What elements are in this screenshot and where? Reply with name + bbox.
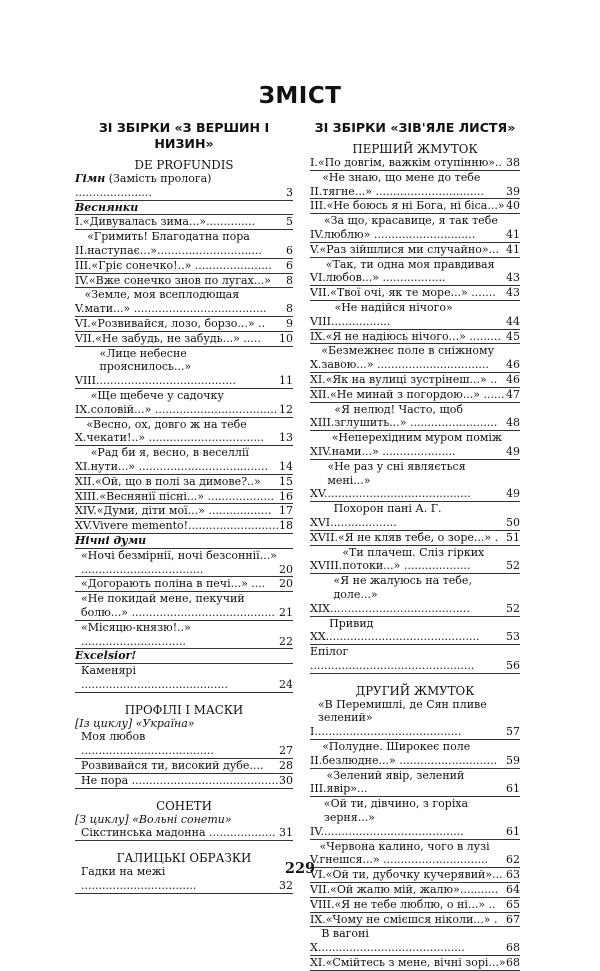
toc-entry[interactable] [75,274,293,289]
pershyi-list [310,156,520,674]
entry-page: 10 [279,331,293,345]
entry-title: «Лице небесне прояснилось...» ....................................... [99,346,236,388]
entry-title: «Червона калино, чого в лузі гнешся...» .............................. [319,839,490,867]
entry-numeral: VII. [310,286,331,300]
toc-entry[interactable] [310,460,520,502]
entry-title: «Не минай з погордою...» ...... [330,387,505,401]
entry-page: 44 [506,314,520,328]
toc-entry[interactable] [75,230,293,259]
entry-title: «Твої очі, як те море...» ....... [330,286,496,300]
entry-title: «Догорають поліна в печі...» .... [81,577,266,591]
cycle-volni-sonety: [З циклу] «Вольні сонети» [75,812,232,826]
vesnianky-list [75,215,293,534]
toc-left-column [75,120,293,894]
entry-title: «Зелений явір, зелений явір»... [326,768,465,796]
entry-page: 56 [506,658,520,672]
entry-page: 40 [506,199,520,213]
entry-page: 14 [279,459,293,473]
entry-numeral: IX. [310,912,326,926]
entry-page: 3 [286,185,293,199]
entry-title: Не пора .......................................... [81,773,279,787]
toc-entry[interactable] [310,883,520,898]
entry-page: 65 [506,897,520,911]
entry-page: 18 [279,519,293,533]
group-excelsior: Excelsior! [75,649,293,664]
entry-title: «Земле, моя всеплодющая мати...» ...................................... [84,288,267,316]
entry-page: 8 [286,302,293,316]
entry-title: В вагоні ......................................... [321,927,465,955]
entry-page: 49 [506,487,520,501]
entry-title: «Ти плачеш. Сліз гірких потоки...» ................... [342,545,485,573]
toc-entry[interactable] [310,740,520,769]
entry-numeral: X. [75,431,87,445]
entry-page: 8 [286,273,293,287]
entry-title: «Не забудь, не забудь...» ..... [95,331,261,345]
toc-entry[interactable] [75,504,293,519]
entry-title: «Я не тебе люблю, о ні...» .. [334,897,496,911]
toc-entry[interactable] [310,927,520,956]
entry-title: «Ще щебече у садочку соловій...» ................................... [90,388,278,416]
toc-entry-himn[interactable]: Гімн (Замість пролога) ...................... 3 [75,172,293,199]
toc-entry[interactable] [310,373,520,388]
entry-title: «Безмежнеє поле в сніжному завою...» ................................ [321,344,495,372]
entry-title: «Чому не смієшся ніколи...» . [325,912,498,926]
entry-page: 24 [279,677,293,691]
entry-numeral: XI. [310,956,326,970]
entry-title: «Місяцю-князю!..» .............................. [81,620,191,648]
entry-page: 21 [279,605,293,619]
entry-numeral: VII. [75,331,96,345]
toc-entry[interactable] [75,418,293,447]
entry-title: Сікстинська мадонна ................... [81,826,276,840]
toc-entry[interactable] [310,913,520,928]
entry-title: «Як на вулиці зустрінеш...» .. [325,372,498,386]
entry-page: 46 [506,372,520,386]
toc-entry[interactable] [75,446,293,475]
section-druhyi-zhmutok: ДРУГИЙ ЖМУТОК [355,683,475,698]
entry-title: «Не покидай мене, пекучий болю...» ......................................... [81,592,275,619]
toc-entry[interactable] [75,490,293,505]
entry-title: «Я нелюд! Часто, щоб зглушить...» ......................... [334,402,498,430]
entry-page: 62 [506,853,520,867]
entry-title: «Не боюсь я ні Бога, ні біса...» [326,199,505,213]
entry-page: 47 [506,387,520,401]
entry-title: «Весно, ох, довго ж на тебе чекати!..» ................................. [86,417,264,445]
entry-page: 52 [506,559,520,573]
toc-entry-sikstynska[interactable] [75,826,293,841]
entry-numeral: ІІІ. [310,782,327,796]
entry-page: 43 [506,286,520,300]
toc-entry[interactable] [310,286,520,301]
entry-page: 11 [279,374,293,388]
entry-title: «Ой, що в полі за димове?..» [95,474,261,488]
entry-numeral: VI. [310,868,326,882]
entry-page: 6 [286,258,293,272]
toc-entry[interactable] [310,214,520,243]
entry-numeral: ІІ. [310,184,323,198]
section-sonety: СОНЕТИ [156,798,212,813]
entry-title: «Я не надіюсь нічого...» ......... [325,329,501,343]
toc-entry[interactable] [75,475,293,490]
entry-numeral: V. [310,242,320,256]
entry-title: «Дивувалась зима...».............. [82,215,256,229]
collection-heading-left: ЗІ ЗБІРКИ «З ВЕРШИН І НИЗИН» [98,120,270,151]
entry-title: «Ночі безмірнії, ночі безсоннії...» ................................... [81,548,277,576]
toc-entry[interactable] [310,574,520,616]
entry-page: 12 [279,402,293,416]
entry-page: 5 [286,215,293,229]
entry-title: «По довгім, важкім отупінню».. [317,156,503,169]
entry-title: «В Перемишлі, де Сян пливе зелений» ......................................... [317,697,487,739]
entry-numeral: VIII. [75,374,100,388]
entry-page: 53 [506,630,520,644]
toc-entry[interactable] [310,502,520,531]
cycle-ukraina: [Із циклу] «Україна» [75,716,195,730]
toc-entry[interactable] [75,592,293,621]
entry-page: 20 [279,562,293,576]
entry-numeral: VII. [310,883,331,897]
entry-numeral: ІІІ. [310,199,327,213]
section-pershyi-zhmutok: ПЕРШИЙ ЖМУТОК [352,142,478,156]
toc-entry[interactable] [75,519,293,534]
toc-entry[interactable] [75,759,293,774]
entry-page: 6 [286,243,293,257]
entry-page: 28 [279,759,293,773]
toc-entry[interactable] [75,730,293,759]
entry-page: 16 [279,489,293,503]
entry-numeral: XI. [310,372,326,386]
entry-title: «Вже сонечко знов по лугах...» [88,273,272,287]
entry-numeral: XI. [75,459,91,473]
toc-entry[interactable] [75,549,293,578]
toc-entry[interactable] [75,317,293,332]
entry-page: 49 [506,444,520,458]
entry-title: «Ой ти, дубочку кучерявий»... [325,868,503,882]
section-profili: ПРОФІЛІ І МАСКИ [124,702,244,717]
entry-numeral: VIII. [310,314,335,328]
entry-numeral: XVI. [310,515,334,529]
toc-entry[interactable] [75,774,293,789]
entry-numeral: І. [310,156,318,169]
entry-numeral: IV. [310,227,324,241]
toc-entry[interactable] [75,577,293,592]
entry-numeral: XIII. [75,489,100,503]
entry-numeral: V. [75,302,85,316]
entry-title: «Гріє сонечко!..» ...................... [91,258,272,272]
section-halytski: ГАЛИЦЬКІ ОБРАЗКИ [116,851,252,866]
entry-title: «Рад би я, весно, в веселлії нути...» ..................................... [90,446,268,473]
entry-page: 61 [506,782,520,796]
entry-title: «Ой жалю мій, жалю»........... [330,883,499,897]
toc-entry[interactable] [310,344,520,373]
entry-title: «Не раз у сні являється мені...» ......................................... [327,459,471,501]
group-nichni-dumy: Нічні думи [75,534,293,549]
entry-page: 32 [279,879,293,893]
entry-title: «Думи, діти мої...» .................. [96,504,272,518]
toc-entry[interactable] [75,347,293,389]
entry-page: 41 [506,227,520,241]
entry-numeral: XX. [310,630,330,644]
entry-page: 67 [506,912,520,926]
entry-numeral: VIII. [310,897,335,911]
toc-entry[interactable] [75,389,293,418]
entry-numeral: І. [75,215,83,229]
entry-numeral: XIX. [310,601,334,615]
entry-title: «Неперехідним муром поміж нами...» ..................... [331,431,503,458]
entry-page: 64 [506,883,520,897]
toc-entry[interactable] [310,531,520,546]
entry-numeral: X. [310,358,322,372]
toc-entry[interactable] [310,797,520,839]
entry-title: «Я не кляв тебе, о зоре...» . [337,530,499,544]
entry-numeral: IV. [75,273,89,287]
toc-entry-kameniari[interactable] [75,664,293,693]
toc-entry[interactable] [310,698,520,740]
page-number: 229 [284,860,316,877]
toc-entry[interactable] [310,156,520,171]
entry-page: 30 [279,773,293,787]
entry-numeral: XIV. [75,504,97,518]
ukraina-list [75,730,293,788]
entry-title: «Не знаю, що мене до тебе тягне...» ............................... [322,170,484,198]
entry-page: 59 [506,753,520,767]
toc-entry[interactable] [75,332,293,347]
entry-numeral: XIII. [310,416,335,430]
toc-entry[interactable] [75,259,293,274]
entry-numeral: V. [310,853,320,867]
toc-entry[interactable] [310,330,520,345]
entry-page: 31 [279,826,293,840]
entry-title: Vivere memento!.......................... [92,519,279,533]
entry-title: Каменярі .......................................... [81,664,228,691]
entry-title: «Так, ти одна моя правдивая любов...» .................. [325,257,495,285]
entry-numeral: ІІ. [310,753,323,767]
druhyi-list [310,698,520,971]
entry-page: 52 [506,601,520,615]
entry-title: «Ой ти, дівчино, з горіха зерня...» ........................................ [323,797,469,838]
entry-title: «Розвивайся, лозо, борзо...» .. [90,316,266,330]
toc-entry[interactable] [310,199,520,214]
entry-numeral: XVII. [310,530,338,544]
entry-title: «За що, красавице, я так тебе люблю» ............................. [323,214,498,241]
entry-page: 68 [506,941,520,955]
toc-entry[interactable] [310,645,520,674]
toc-entry[interactable] [310,431,520,460]
entry-numeral: IX. [75,402,91,416]
toc-entry[interactable] [75,215,293,230]
toc-entry[interactable] [310,243,520,258]
entry-title: «Смійтесь з мене, вічні зорі...» [325,956,506,970]
entry-title: Епілог ............................................... [310,645,475,672]
toc-entry[interactable] [310,388,520,403]
collection-heading-right: ЗІ ЗБІРКИ «ЗІВ'ЯЛЕ ЛИСТЯ» [314,120,516,135]
nichni-list [75,549,293,650]
entry-page: 48 [506,416,520,430]
entry-numeral: XVIII. [310,559,343,573]
entry-page: 45 [506,329,520,343]
entry-numeral: IV. [310,824,324,838]
toc-entry[interactable] [310,546,520,575]
entry-numeral: XII. [310,387,331,401]
entry-page: 57 [506,725,520,739]
toc-entry[interactable] [310,171,520,200]
toc-entry[interactable] [310,258,520,287]
entry-page: 41 [506,242,520,256]
entry-numeral: ІІІ. [75,258,92,272]
toc-entry[interactable] [310,403,520,432]
entry-numeral: XII. [75,474,96,488]
entry-title: «Я не жалуюсь на тебе, доле...» ....................................... [333,574,472,615]
entry-sub: (Замість пролога) [105,172,212,185]
entry-numeral: X. [310,941,322,955]
entry-numeral: IX. [310,329,326,343]
entry-title: Привид ........................................... [329,616,480,644]
entry-page: 39 [506,184,520,198]
entry-title: Розвивайся ти, високий дубе.... [81,759,264,773]
toc-entry[interactable] [310,301,520,330]
entry-title: «Не надійся нічого» ................ [334,300,453,328]
entry-page: 27 [279,744,293,758]
entry-numeral: XV. [75,519,93,533]
entry-page: 9 [286,316,293,330]
entry-page: 68 [506,956,520,970]
entry-page: 13 [279,431,293,445]
entry-page: 17 [279,504,293,518]
toc-right-column [310,120,520,971]
entry-page: 46 [506,358,520,372]
toc-entry[interactable] [310,956,520,971]
entry-numeral: XIV. [310,444,332,458]
section-de-profundis: DE PROFUNDIS [134,158,234,172]
entry-title: «Гримить! Благодатна пора наступає...».............................. [87,230,262,257]
entry-page: 51 [506,530,520,544]
toc-entry[interactable] [310,898,520,913]
entry-title: «Веснянії пісні...» ................... [99,489,275,503]
entry-title: Моя любов ...................................... [81,730,214,758]
toc-entry[interactable] [75,288,293,317]
entry-page: 50 [506,515,520,529]
entry-title: Похорон пані А. Г. .................. [333,502,442,529]
entry-page: 61 [506,824,520,838]
toc-entry[interactable] [310,769,520,798]
entry-numeral: І. [310,725,318,739]
toc-entry[interactable] [310,617,520,646]
entry-numeral: VI. [75,316,91,330]
entry-numeral: ІІ. [75,243,88,257]
page-title: ЗМІСТ [258,83,342,109]
group-vesnianky: Веснянки [75,201,293,216]
entry-page: 15 [279,474,293,488]
entry-numeral: XV. [310,487,328,501]
entry-page: 20 [279,577,293,591]
entry-page: 38 [506,156,520,169]
entry-page: 22 [279,634,293,648]
toc-entry[interactable] [75,621,293,650]
entry-title: «Полудне. Широкеє поле безлюдне...» ............................ [322,740,498,767]
entry-page: 63 [506,868,520,882]
entry-label: Гімн [75,172,106,185]
entry-title: «Раз зійшлися ми случайно»... [319,242,500,256]
entry-title: Гадки на межі ................................. [81,865,197,893]
entry-numeral: VI. [310,271,326,285]
entry-page: 43 [506,271,520,285]
